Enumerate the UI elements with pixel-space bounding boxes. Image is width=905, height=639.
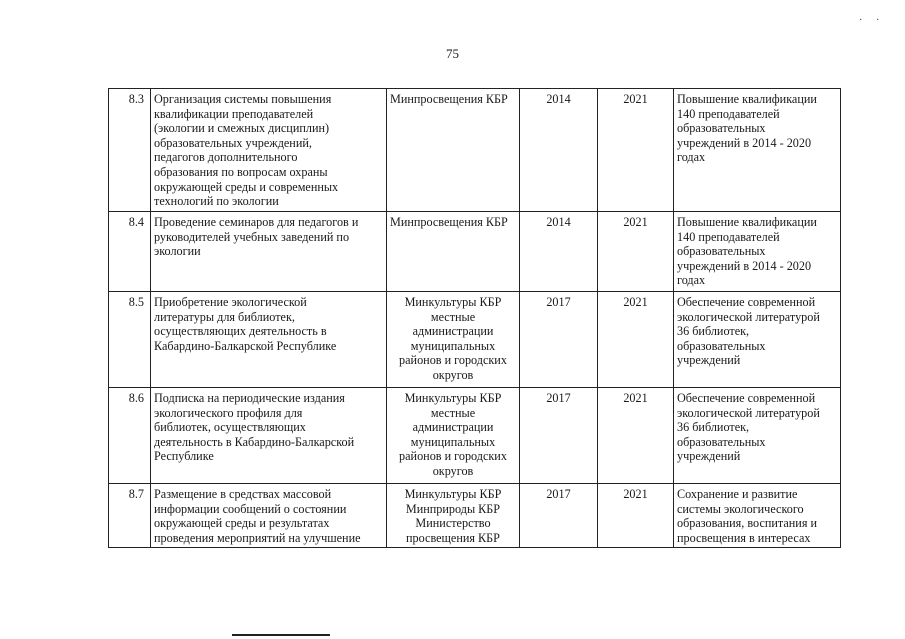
result-cell: Повышение квалификации 140 преподавателей образовательных учреждений в 2014 - 2020 годах [674,89,841,212]
start-year-cell: 2017 [520,292,598,388]
measure-cell: Приобретение экологической литературы для библиотек, осуществляющих деятельность в Кабардино-Балкарской Республике [151,292,387,388]
end-year-cell: 2021 [598,89,674,212]
start-year-cell: 2017 [520,484,598,548]
table-row [109,484,841,548]
measure-cell: Подписка на периодические издания экологического профиля для библиотек, осуществляющих деятельность в Кабардино-Балкарской Республике [151,388,387,484]
result-cell: Повышение квалификации 140 преподавателей образовательных учреждений в 2014 - 2020 годах [674,212,841,292]
end-year-cell: 2021 [598,212,674,292]
footer-divider [232,634,330,636]
start-year-cell: 2014 [520,89,598,212]
end-year-cell: 2021 [598,292,674,388]
measure-cell: Организация системы повышения квалификации преподавателей (экологии и смежных дисциплин) образовательных учреждений, педагогов дополнительного образования по вопросам охраны окружающей среды и современных технологий по экологии [151,89,387,212]
executor-cell: Минпросвещения КБР [387,89,520,212]
table-row [109,212,841,292]
row-number: 8.3 [109,89,151,212]
start-year-cell: 2014 [520,212,598,292]
executor-cell: Минпросвещения КБР [387,212,520,292]
executor-cell: Минкультуры КБР местные администрации муниципальных районов и городских округов [387,292,520,388]
table-row [109,388,841,484]
executor-cell: Минкультуры КБР Минприроды КБР Министерство просвещения КБР [387,484,520,548]
table-row [109,89,841,212]
corner-marks: . . [859,12,885,23]
row-number: 8.5 [109,292,151,388]
end-year-cell: 2021 [598,388,674,484]
measure-cell: Размещение в средствах массовой информации сообщений о состоянии окружающей среды и результатах проведения мероприятий на улучшение [151,484,387,548]
result-cell: Сохранение и развитие системы экологического образования, воспитания и просвещения в интересах [674,484,841,548]
measure-cell: Проведение семинаров для педагогов и руководителей учебных заведений по экологии [151,212,387,292]
result-cell: Обеспечение современной экологической литературой 36 библиотек, образовательных учреждений [674,388,841,484]
row-number: 8.7 [109,484,151,548]
page-number: 75 [446,46,459,61]
start-year-cell: 2017 [520,388,598,484]
row-number: 8.6 [109,388,151,484]
measures-table [108,88,841,548]
table-row [109,292,841,388]
result-cell: Обеспечение современной экологической литературой 36 библиотек, образовательных учреждений [674,292,841,388]
end-year-cell: 2021 [598,484,674,548]
row-number: 8.4 [109,212,151,292]
executor-cell: Минкультуры КБР местные администрации муниципальных районов и городских округов [387,388,520,484]
